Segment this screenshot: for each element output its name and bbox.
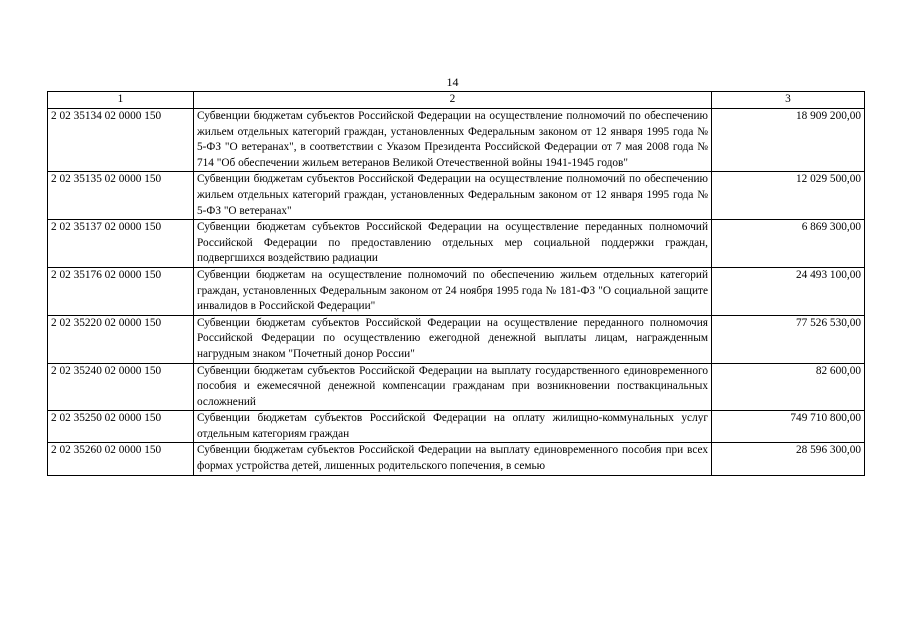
- table-row: [48, 109, 865, 172]
- page-number: 14: [446, 75, 459, 89]
- column-header-1: 1: [48, 92, 194, 109]
- budget-code-cell: 2 02 35137 02 0000 150: [48, 220, 194, 268]
- budget-code-cell: 2 02 35240 02 0000 150: [48, 363, 194, 411]
- budget-code-cell: 2 02 35260 02 0000 150: [48, 443, 194, 475]
- amount-cell: 28 596 300,00: [712, 443, 865, 475]
- amount-cell: 12 029 500,00: [712, 172, 865, 220]
- description-cell: Субвенции бюджетам субъектов Российской Федерации на осуществление полномочий по обеспечению жильем отдельных категорий граждан, установленных Федеральным законом от 12 января 1995 года № 5-ФЗ "О ветеранах": [194, 172, 712, 220]
- column-header-3: 3: [712, 92, 865, 109]
- description-cell: Субвенции бюджетам на осуществление полномочий по обеспечению жильем отдельных категорий граждан, установленных Федеральным законом от 24 ноября 1995 года № 181-ФЗ "О социальной защите инвалидов в Российской Федерации": [194, 267, 712, 315]
- table-row: [48, 363, 865, 411]
- budget-table: [47, 91, 865, 476]
- amount-cell: 82 600,00: [712, 363, 865, 411]
- budget-code-cell: 2 02 35176 02 0000 150: [48, 267, 194, 315]
- amount-cell: 6 869 300,00: [712, 220, 865, 268]
- amount-cell: 18 909 200,00: [712, 109, 865, 172]
- budget-code-cell: 2 02 35135 02 0000 150: [48, 172, 194, 220]
- table-header-row: [48, 92, 865, 109]
- table-row: [48, 220, 865, 268]
- table-row: [48, 172, 865, 220]
- description-cell: Субвенции бюджетам субъектов Российской Федерации на выплату единовременного пособия при всех формах устройства детей, лишенных родительского попечения, в семью: [194, 443, 712, 475]
- table-row: [48, 411, 865, 443]
- description-cell: Субвенции бюджетам субъектов Российской Федерации на осуществление переданного полномочия Российской Федерации по осуществлению ежегодной денежной выплаты лицам, награжденным нагрудным знаком "Почетный донор России": [194, 315, 712, 363]
- budget-code-cell: 2 02 35250 02 0000 150: [48, 411, 194, 443]
- amount-cell: 24 493 100,00: [712, 267, 865, 315]
- column-header-2: 2: [194, 92, 712, 109]
- budget-code-cell: 2 02 35134 02 0000 150: [48, 109, 194, 172]
- description-cell: Субвенции бюджетам субъектов Российской Федерации на осуществление полномочий по обеспечению жильем отдельных категорий граждан, установленных Федеральным законом от 12 января 1995 года № 5-ФЗ "О ветеранах", в соответствии с Указом Президента Российской Федерации от 7 мая 2008 года № 714 "Об обеспечении жильем ветеранов Великой Отечественной войны 1941-1945 годов": [194, 109, 712, 172]
- amount-cell: 77 526 530,00: [712, 315, 865, 363]
- description-cell: Субвенции бюджетам субъектов Российской Федерации на выплату государственного единовременного пособия и ежемесячной денежной компенсации гражданам при возникновении поствакцинальных осложнений: [194, 363, 712, 411]
- table-row: [48, 267, 865, 315]
- amount-cell: 749 710 800,00: [712, 411, 865, 443]
- budget-code-cell: 2 02 35220 02 0000 150: [48, 315, 194, 363]
- table-row: [48, 315, 865, 363]
- description-cell: Субвенции бюджетам субъектов Российской Федерации на осуществление переданных полномочий Российской Федерации по предоставлению отдельных мер социальной поддержки граждан, подвергшихся воздействию радиации: [194, 220, 712, 268]
- table-row: [48, 443, 865, 475]
- description-cell: Субвенции бюджетам субъектов Российской Федерации на оплату жилищно-коммунальных услуг отдельным категориям граждан: [194, 411, 712, 443]
